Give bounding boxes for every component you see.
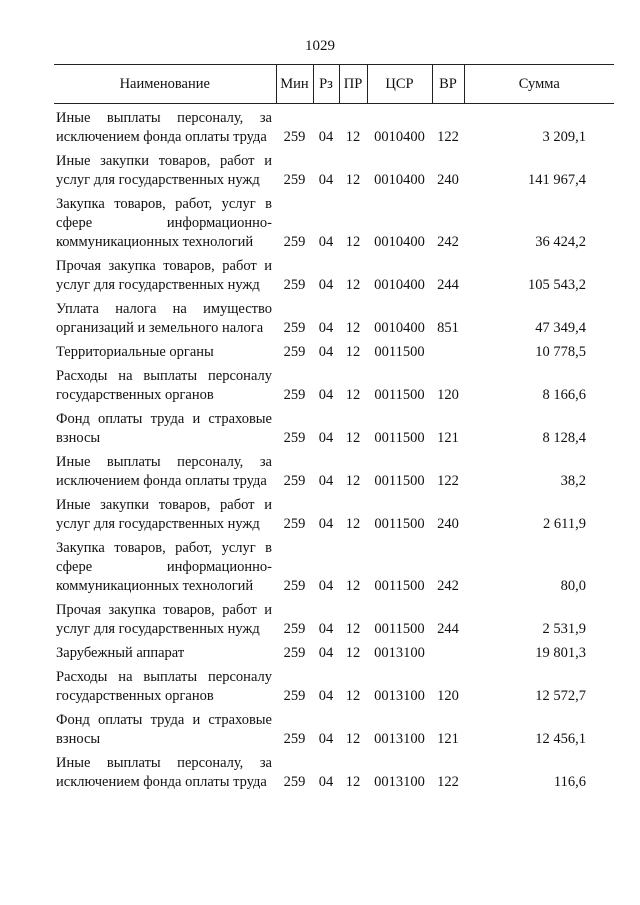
row-min: 259 — [283, 774, 306, 790]
row-name: Зарубежный аппарат — [56, 645, 185, 661]
row-vr: 851 — [437, 320, 459, 336]
row-min: 259 — [283, 387, 306, 403]
row-name: Фонд оплаты труда и страховые взносы — [56, 712, 272, 747]
row-vr: 242 — [437, 578, 459, 594]
header-csr: ЦСР — [367, 65, 432, 104]
table-row — [54, 252, 614, 295]
table-row — [54, 338, 614, 362]
row-csr: 0011500 — [374, 387, 425, 403]
row-rz: 04 — [318, 172, 334, 188]
row-name: Иные выплаты персоналу, за исключением фонда оплаты труда — [56, 454, 272, 489]
row-name: Иные выплаты персоналу, за исключением фонда оплаты труда — [56, 755, 272, 790]
table-row — [54, 706, 614, 749]
row-pr: 12 — [345, 234, 361, 250]
header-min: Мин — [276, 65, 313, 104]
row-sum: 12 572,7 — [535, 688, 586, 704]
header-name: Наименование — [54, 65, 276, 104]
row-name: Фонд оплаты труда и страховые взносы — [56, 411, 272, 446]
table-row — [54, 295, 614, 338]
table-row — [54, 663, 614, 706]
row-pr: 12 — [345, 645, 361, 661]
row-sum: 116,6 — [553, 774, 586, 790]
row-pr: 12 — [345, 774, 361, 790]
row-vr: 121 — [437, 430, 459, 446]
row-csr: 0013100 — [374, 645, 425, 661]
row-sum: 8 128,4 — [542, 430, 586, 446]
row-rz: 04 — [318, 688, 334, 704]
row-rz: 04 — [318, 473, 334, 489]
header-sum: Сумма — [464, 65, 614, 104]
row-vr: 122 — [437, 129, 459, 145]
row-sum: 141 967,4 — [528, 172, 586, 188]
row-sum: 36 424,2 — [535, 234, 586, 250]
row-rz: 04 — [318, 645, 334, 661]
row-min: 259 — [283, 172, 306, 188]
row-pr: 12 — [345, 387, 361, 403]
header-vr: ВР — [432, 65, 464, 104]
row-rz: 04 — [318, 731, 334, 747]
table-row — [54, 596, 614, 639]
row-sum: 3 209,1 — [542, 129, 586, 145]
row-csr: 0010400 — [374, 234, 425, 250]
row-vr: 240 — [437, 516, 459, 532]
row-min: 259 — [283, 688, 306, 704]
row-rz: 04 — [318, 344, 334, 360]
row-rz: 04 — [318, 320, 334, 336]
row-sum: 105 543,2 — [528, 277, 586, 293]
header-pr: ПР — [339, 65, 367, 104]
row-name: Иные закупки товаров, работ и услуг для государственных нужд — [56, 497, 272, 532]
row-csr: 0013100 — [374, 731, 425, 747]
row-sum: 38,2 — [560, 473, 586, 489]
row-csr: 0010400 — [374, 320, 425, 336]
row-min: 259 — [283, 234, 306, 250]
row-name: Уплата налога на имущество организаций и земельного налога — [56, 301, 272, 336]
table-row — [54, 147, 614, 190]
row-vr: 121 — [437, 731, 459, 747]
row-rz: 04 — [318, 621, 334, 637]
table-row — [54, 491, 614, 534]
row-sum: 12 456,1 — [535, 731, 586, 747]
row-name: Прочая закупка товаров, работ и услуг для государственных нужд — [56, 602, 272, 637]
row-vr: 120 — [437, 688, 459, 704]
row-rz: 04 — [318, 234, 334, 250]
row-rz: 04 — [318, 387, 334, 403]
table-row — [54, 749, 614, 792]
row-sum: 10 778,5 — [535, 344, 586, 360]
row-pr: 12 — [345, 731, 361, 747]
row-csr: 0011500 — [374, 344, 425, 360]
table-row — [54, 362, 614, 405]
row-csr: 0011500 — [374, 430, 425, 446]
row-min: 259 — [283, 516, 306, 532]
row-sum: 80,0 — [560, 578, 586, 594]
row-pr: 12 — [345, 516, 361, 532]
row-min: 259 — [283, 344, 306, 360]
row-name: Иные выплаты персоналу, за исключением фонда оплаты труда — [56, 110, 272, 145]
row-name: Закупка товаров, работ, услуг в сфере информационно-коммуникационных технологий — [56, 540, 272, 594]
row-pr: 12 — [345, 129, 361, 145]
row-vr: 244 — [437, 621, 459, 637]
row-min: 259 — [283, 645, 306, 661]
row-name: Закупка товаров, работ, услуг в сфере информационно-коммуникационных технологий — [56, 196, 272, 250]
table-row — [54, 405, 614, 448]
row-pr: 12 — [345, 688, 361, 704]
row-pr: 12 — [345, 320, 361, 336]
row-rz: 04 — [318, 516, 334, 532]
row-pr: 12 — [345, 473, 361, 489]
row-vr — [432, 338, 464, 362]
row-vr: 122 — [437, 473, 459, 489]
row-sum: 47 349,4 — [535, 320, 586, 336]
row-pr: 12 — [345, 277, 361, 293]
table-body — [54, 104, 614, 793]
row-csr: 0011500 — [374, 578, 425, 594]
row-sum: 19 801,3 — [535, 645, 586, 661]
row-name: Прочая закупка товаров, работ и услуг для государственных нужд — [56, 258, 272, 293]
row-sum: 2 531,9 — [542, 621, 586, 637]
row-name: Территориальные органы — [56, 344, 214, 360]
row-vr: 244 — [437, 277, 459, 293]
table-row — [54, 639, 614, 663]
row-csr: 0010400 — [374, 129, 425, 145]
table-header — [54, 65, 614, 104]
row-csr: 0013100 — [374, 688, 425, 704]
table-row — [54, 534, 614, 596]
row-pr: 12 — [345, 578, 361, 594]
row-min: 259 — [283, 578, 306, 594]
row-min: 259 — [283, 320, 306, 336]
row-name: Иные закупки товаров, работ и услуг для государственных нужд — [56, 153, 272, 188]
page-number: 1029 — [305, 38, 335, 54]
row-min: 259 — [283, 731, 306, 747]
row-rz: 04 — [318, 774, 334, 790]
row-pr: 12 — [345, 172, 361, 188]
row-rz: 04 — [318, 430, 334, 446]
row-vr: 120 — [437, 387, 459, 403]
row-csr: 0011500 — [374, 621, 425, 637]
row-csr: 0013100 — [374, 774, 425, 790]
row-sum: 8 166,6 — [542, 387, 586, 403]
row-csr: 0011500 — [374, 473, 425, 489]
row-min: 259 — [283, 277, 306, 293]
row-pr: 12 — [345, 621, 361, 637]
header-rz: Рз — [313, 65, 339, 104]
budget-table — [54, 64, 614, 792]
row-name: Расходы на выплаты персоналу государственных органов — [56, 669, 272, 704]
table-row — [54, 190, 614, 252]
row-rz: 04 — [318, 129, 334, 145]
row-vr — [432, 639, 464, 663]
row-sum: 2 611,9 — [543, 516, 586, 532]
row-csr: 0010400 — [374, 172, 425, 188]
row-rz: 04 — [318, 578, 334, 594]
row-rz: 04 — [318, 277, 334, 293]
row-name: Расходы на выплаты персоналу государственных органов — [56, 368, 272, 403]
table-row — [54, 448, 614, 491]
row-csr: 0010400 — [374, 277, 425, 293]
row-min: 259 — [283, 129, 306, 145]
row-vr: 242 — [437, 234, 459, 250]
row-vr: 240 — [437, 172, 459, 188]
row-min: 259 — [283, 473, 306, 489]
row-csr: 0011500 — [374, 516, 425, 532]
row-pr: 12 — [345, 344, 361, 360]
table-row — [54, 104, 614, 148]
row-pr: 12 — [345, 430, 361, 446]
row-vr: 122 — [437, 774, 459, 790]
row-min: 259 — [283, 621, 306, 637]
row-min: 259 — [283, 430, 306, 446]
